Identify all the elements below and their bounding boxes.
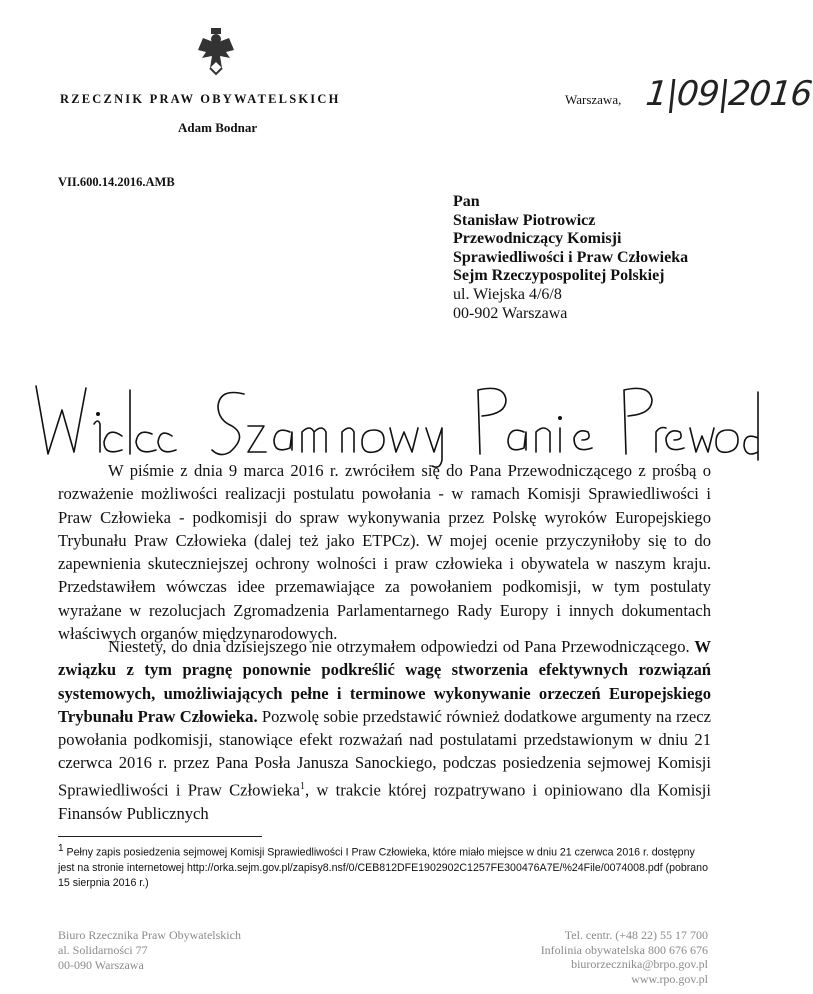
footnote-mark: 1 [58, 843, 64, 854]
footer-street: al. Solidarności 77 [58, 943, 148, 957]
footer-city: 00-090 Warszawa [58, 958, 144, 972]
paragraph-2-bold: W związku z tym pragnę ponownie podkreślić wagę stworzenia efektywnych rozwiązań systemowych, umożliwiających pełne i terminowe wykonywanie orzeczeń Europejskiego Trybunału Praw Człowieka. [58, 637, 711, 726]
footer-address [58, 928, 241, 973]
reference-number: VII.600.14.2016.AMB [58, 175, 175, 189]
recipient-institution: Sejm Rzeczypospolitej Polskiej [453, 267, 665, 285]
footer-hotline: Infolinia obywatelska 800 676 676 [540, 942, 708, 957]
footnote [58, 841, 711, 892]
paragraph-1-text: W piśmie z dnia 9 marca 2016 r. zwróciłem się do Pana Przewodniczącego z prośbą o rozważenie możliwości realizacji postulatu powołania - w ramach Komisji Sprawiedliwości i Praw Człowieka - podkomisji do spraw wykonywania przez Polskę wyroków Europejskiego Trybunału Praw Człowieka (dalej też jako ETPCz). W mojej ocenie przyczyniłoby się to do zapewnienia skuteczniejszej ochrony wolności i praw człowieka i obywatela w naszym kraju. Przedstawiłem wówczas idee przemawiające za powołaniem podkomisji, w tym postulaty wyrażane w rezolucjach Zgromadzenia Parlamentarnego Rady Europy i innych dokumentach właściwych organów międzynarodowych. [58, 461, 711, 644]
footer-website: www.rpo.gov.pl [631, 971, 708, 986]
footer-phone: Tel. centr. (+48 22) 55 17 700 [564, 928, 708, 942]
body-paragraph-2 [58, 635, 711, 825]
recipient-city: 00-902 Warszawa [453, 304, 568, 322]
eagle-emblem-icon [196, 28, 236, 74]
handwritten-date: 1|09|2016 [643, 74, 813, 114]
ombudsman-name: Adam Bodnar [178, 120, 258, 135]
footnote-text: Pełny zapis posiedzenia sejmowej Komisji Sprawiedliwości I Praw Człowieka, które miało miejsce w dniu 21 czerwca 2016 r. dostępny jest na stronie internetowej http://orka.sejm.gov.pl/zapisy8.nsf/0/CEB812DFE1902902C1257FE300476A7E/%24File/0074008.pdf (pobrano 15 sierpnia 2016 r.) [58, 846, 708, 890]
recipient-committee: Sprawiedliwości i Praw Człowieka [453, 248, 689, 266]
footnote-divider [58, 836, 262, 837]
place-label: Warszawa, [565, 92, 622, 107]
footer-office: Biuro Rzecznika Praw Obywatelskich [58, 928, 241, 942]
paragraph-2-end-a: Pozwolę sobie przedstawić również dodatkowe argumenty na rzecz powołania podkomisji, stanowiące efekt rozważań nad postulatami przedstawionym w dniu 21 czerwca 2016 r. przez Pana Posła Janusza Sanockiego, podczas posiedzenia sejmowej Komisji Sprawiedliwości i Praw Człowieka [58, 706, 711, 800]
paragraph-2-end-b: , w trakcie której rozpatrywano i opiniowano dla Komisji Finansów Publicznych [58, 780, 711, 823]
recipient-title: Przewodniczący Komisji [453, 230, 622, 248]
recipient-address [453, 193, 688, 323]
paragraph-2-start: Niestety, do dnia dzisiejszego nie otrzymałem odpowiedzi od Pana Przewodniczącego. [108, 637, 695, 656]
recipient-street: ul. Wiejska 4/6/8 [453, 285, 562, 303]
body-paragraph-1 [58, 459, 711, 645]
recipient-name: Stanisław Piotrowicz [453, 211, 596, 229]
institution-name: RZECZNIK PRAW OBYWATELSKICH [60, 92, 341, 106]
footnote-reference: 1 [300, 780, 306, 792]
recipient-line: Pan [453, 193, 480, 210]
footer-contact [541, 928, 708, 986]
handwritten-salutation [22, 380, 768, 470]
footer-email: biurorzecznika@brpo.gov.pl [571, 957, 708, 972]
